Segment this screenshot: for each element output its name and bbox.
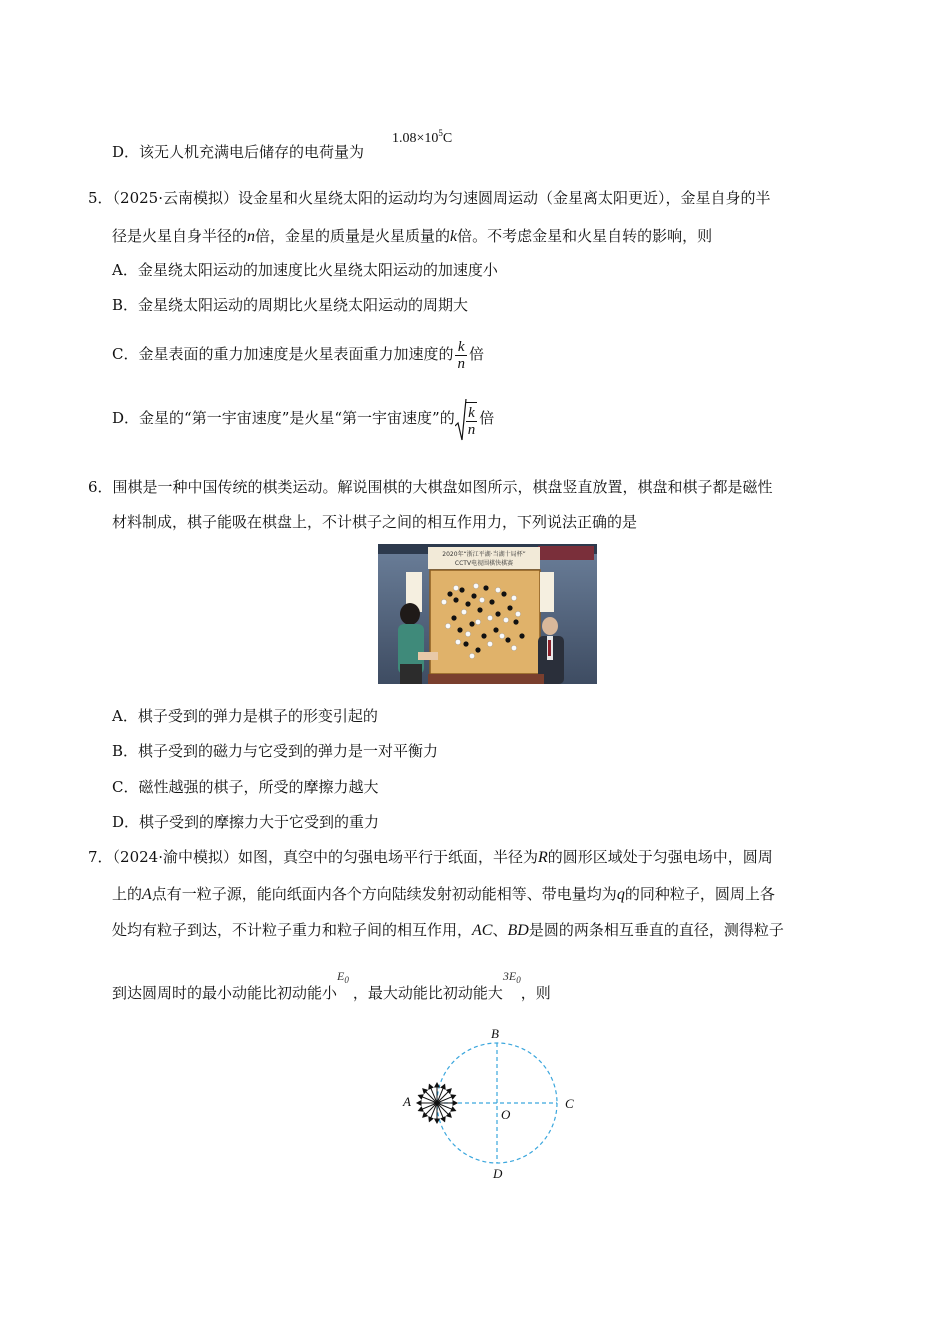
var-R: R <box>538 849 548 866</box>
stem-text: 的同种粒子，圆周上各 <box>624 885 775 903</box>
option-text: 该无人机充满电后储存的电荷量为 <box>139 143 365 161</box>
stem-text: 倍，金星的质量是火星质量的 <box>255 227 451 245</box>
var-AC: AC <box>472 922 493 939</box>
E-symbol: 3E <box>502 969 517 983</box>
q7-stem-line3 <box>112 920 784 941</box>
q6-option-b: B．棋子受到的磁力与它受到的弹力是一对平衡力 <box>112 742 439 760</box>
var-n: n <box>247 228 256 245</box>
option-text: D．金星的“第一宇宙速度”是火星“第一宇宙速度”的 <box>112 409 455 427</box>
stem-text: 围棋是一种中国传统的棋类运动。解说围棋的大棋盘如图所示，棋盘竖直放置，棋盘和棋子都是磁性 <box>112 478 773 496</box>
circle-field-diagram <box>395 1022 585 1182</box>
particle-arrows <box>417 1083 457 1123</box>
arrowhead-icon <box>429 1117 433 1122</box>
var-k: k <box>450 228 458 245</box>
question-number: 5． <box>88 189 113 207</box>
q6-option-d: D．棋子受到的摩擦力大于它受到的重力 <box>112 813 380 831</box>
fraction-under-root <box>466 402 478 438</box>
var-A: A <box>142 886 152 903</box>
q4-charge-value <box>392 128 452 147</box>
label-B: B <box>491 1026 499 1041</box>
stem-text: 点有一粒子源，能向纸面内各个方向陆续发射初动能相等、带电量均为 <box>151 885 617 903</box>
q6-option-a: A．棋子受到的弹力是棋子的形变引起的 <box>112 707 378 725</box>
q5-option-d <box>112 388 494 448</box>
q5-stem-line2 <box>112 226 712 247</box>
stem-text: 的圆形区域处于匀强电场中，圆周 <box>547 848 773 866</box>
separator: 、 <box>492 921 508 939</box>
stem-text: 径是火星自身半径的 <box>112 227 248 245</box>
stem-text: 上的 <box>112 885 143 903</box>
stem-text: 到达圆周时的最小动能比初动能小 <box>112 984 338 1002</box>
stem-text: 是圆的两条相互垂直的直径，测得粒子 <box>528 921 784 939</box>
q6-option-c: C．磁性越强的棋子，所受的摩擦力越大 <box>112 778 379 796</box>
arrowhead-icon <box>441 1117 445 1122</box>
E-subscript: 0 <box>344 975 349 985</box>
q6-stem-line2: 材料制成，棋子能吸在棋盘上，不计棋子之间的相互作用力，下列说法正确的是 <box>112 513 638 531</box>
value-exponent: 5 <box>438 128 443 138</box>
arrowhead-icon <box>419 1095 424 1099</box>
E0-max <box>503 969 521 983</box>
go-board-illustration <box>378 544 597 684</box>
label-D: D <box>493 1166 503 1181</box>
q5-option-b: B．金星绕太阳运动的周期比火星绕太阳运动的周期大 <box>112 296 469 314</box>
stem-text: （2024·渝中模拟）如图，真空中的匀强电场平行于纸面，半径为 <box>112 848 538 866</box>
q7-stem-line1 <box>88 847 773 868</box>
label-A: A <box>403 1094 411 1109</box>
sqrt-k-over-n <box>455 389 480 449</box>
arrowhead-icon <box>417 1101 421 1105</box>
frac-numerator: k <box>457 338 465 355</box>
frac-denominator: n <box>457 355 465 372</box>
banner-line1: 2020年“浙江平湖·当湖十局杯” <box>442 551 526 558</box>
E0-min <box>337 969 349 983</box>
arrowhead-icon <box>451 1095 456 1099</box>
arrowhead-icon <box>429 1085 433 1090</box>
go-board-photo <box>378 544 597 684</box>
value-unit: C <box>442 131 453 146</box>
option-text: C．金星表面的重力加速度是火星表面重力加速度的 <box>112 345 454 363</box>
q5-stem-line1 <box>88 188 771 208</box>
banner-line2: CCTV电视围棋快棋赛 <box>454 560 514 567</box>
var-q: q <box>616 886 625 903</box>
arrowhead-icon <box>435 1119 439 1123</box>
stem-text: ，最大动能比初动能大 <box>352 984 503 1002</box>
q6-stem-line1 <box>88 477 773 497</box>
var-BD: BD <box>507 922 529 939</box>
question-number: 7． <box>88 848 113 866</box>
option-suffix: 倍 <box>479 409 495 427</box>
circle-diagram-svg <box>395 1022 585 1182</box>
stem-text: 处均有粒子到达，不计粒子重力和粒子间的相互作用， <box>112 921 473 939</box>
q7-stem-line4 <box>112 969 551 1008</box>
value-mantissa: 1.08×10 <box>392 131 439 146</box>
option-suffix: 倍 <box>468 345 484 363</box>
option-label: D． <box>112 143 140 161</box>
q5-option-c <box>112 328 484 380</box>
q4-option-d <box>112 142 364 162</box>
arrowhead-icon <box>441 1085 445 1090</box>
q5-option-a: A．金星绕太阳运动的加速度比火星绕太阳运动的加速度小 <box>112 261 498 279</box>
arrowhead-icon <box>419 1107 424 1111</box>
frac-denominator: n <box>467 422 476 438</box>
question-number: 6． <box>88 478 113 496</box>
stem-text: 倍。不考虑金星和火星自转的影响，则 <box>457 227 713 245</box>
stem-text: ，则 <box>520 984 551 1002</box>
fraction-k-over-n <box>455 339 467 372</box>
arrowhead-icon <box>451 1107 456 1111</box>
arrowhead-icon <box>453 1101 457 1105</box>
label-C: C <box>565 1096 574 1111</box>
E-symbol: E <box>337 969 345 983</box>
label-O: O <box>501 1107 511 1122</box>
frac-numerator: k <box>468 405 475 421</box>
stem-text: （2025·云南模拟）设金星和火星绕太阳的运动均为匀速圆周运动（金星离太阳更近），金星自身的半 <box>112 189 771 207</box>
E-subscript: 0 <box>516 975 521 985</box>
arrowhead-icon <box>435 1083 439 1087</box>
q7-stem-line2 <box>112 884 775 905</box>
